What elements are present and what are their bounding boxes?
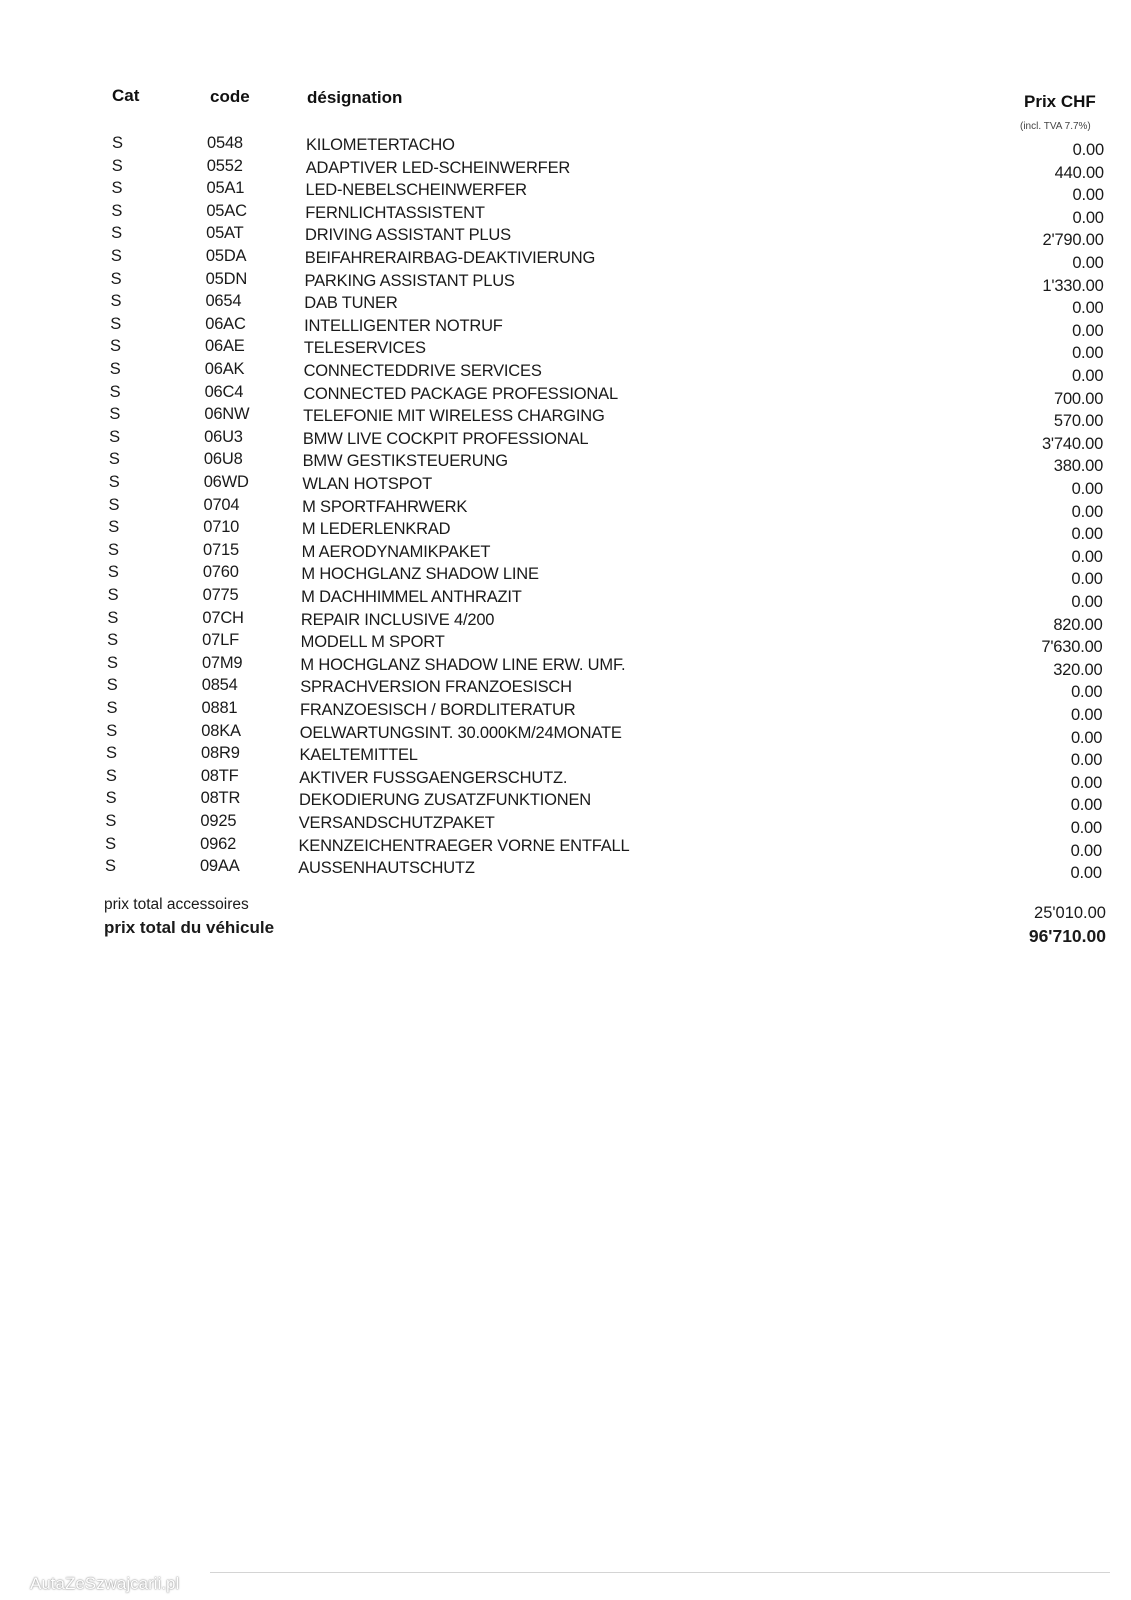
table-row	[0, 156, 1131, 182]
row-designation: MODELL M SPORT	[300, 633, 445, 652]
row-code: 08TR	[200, 789, 241, 808]
row-price: 0.00	[1071, 706, 1103, 724]
table-row	[0, 631, 1131, 657]
row-price: 440.00	[1054, 163, 1104, 182]
column-header-cat: Cat	[112, 86, 140, 105]
table-row	[0, 834, 1131, 860]
table-row	[0, 179, 1131, 205]
row-code: 06C4	[204, 382, 244, 401]
row-code: 09AA	[199, 857, 240, 876]
row-price: 0.00	[1072, 141, 1104, 159]
row-cat: S	[105, 766, 117, 785]
row-cat: S	[107, 586, 119, 604]
row-designation: OELWARTUNGSINT. 30.000KM/24MONATE	[299, 723, 622, 742]
row-designation: M SPORTFAHRWERK	[302, 497, 468, 516]
row-code: 0775	[202, 586, 239, 604]
row-cat: S	[105, 834, 116, 853]
table-row	[0, 563, 1131, 589]
table-row	[0, 337, 1131, 363]
table-row	[0, 789, 1131, 815]
row-cat: S	[106, 744, 117, 763]
row-designation: ADAPTIVER LED-SCHEINWERFER	[305, 158, 571, 177]
row-code: 06AE	[205, 337, 245, 356]
row-designation: REPAIR INCLUSIVE 4/200	[300, 610, 495, 629]
row-designation: BMW GESTIKSTEUERUNG	[302, 452, 508, 471]
row-price: 7'630.00	[1041, 638, 1103, 657]
table-row	[0, 314, 1131, 340]
row-price: 0.00	[1071, 547, 1103, 566]
row-price: 0.00	[1071, 502, 1103, 521]
row-code: 0881	[201, 699, 238, 717]
row-designation: DAB TUNER	[304, 294, 398, 313]
row-cat: S	[110, 269, 122, 288]
row-cat: S	[107, 563, 119, 582]
row-price: 0.00	[1072, 367, 1104, 385]
row-cat: S	[109, 360, 121, 378]
table-row	[0, 766, 1131, 792]
table-row	[0, 201, 1131, 227]
row-price: 0.00	[1072, 299, 1104, 318]
row-code: 06U3	[204, 427, 243, 446]
row-code: 07M9	[201, 653, 243, 672]
table-row	[0, 857, 1131, 883]
table-row	[0, 247, 1131, 272]
row-cat: S	[107, 608, 119, 627]
row-cat: S	[109, 427, 120, 446]
accessories-total-label: prix total accessoires	[104, 896, 249, 913]
row-price: 0.00	[1070, 841, 1102, 860]
row-designation: PARKING ASSISTANT PLUS	[304, 271, 515, 290]
row-cat: S	[108, 495, 120, 514]
table-row	[0, 676, 1131, 702]
row-code: 0548	[207, 134, 243, 152]
accessories-total-value: 25'010.00	[1034, 904, 1106, 922]
row-code: 08R9	[201, 744, 240, 763]
table-row	[0, 427, 1131, 453]
row-designation: VERSANDSCHUTZPAKET	[298, 814, 495, 832]
table-row	[0, 224, 1131, 250]
row-code: 06WD	[203, 473, 249, 491]
row-code: 0704	[203, 495, 240, 514]
row-cat: S	[111, 156, 123, 175]
row-designation: M HOCHGLANZ SHADOW LINE ERW. UMF.	[300, 655, 626, 674]
row-code: 08TF	[200, 766, 239, 785]
row-price: 0.00	[1071, 593, 1103, 611]
table-row	[0, 405, 1131, 431]
row-cat: S	[109, 382, 121, 401]
row-price: 0.00	[1071, 570, 1103, 589]
table-row	[0, 269, 1131, 295]
row-cat: S	[106, 721, 118, 740]
row-price: 2'790.00	[1042, 231, 1104, 250]
row-code: 0552	[206, 156, 243, 175]
row-cat: S	[106, 653, 118, 672]
row-designation: M DACHHIMMEL ANTHRAZIT	[301, 588, 522, 606]
row-cat: S	[110, 247, 122, 265]
row-code: 05DA	[205, 247, 247, 265]
row-price: 0.00	[1070, 864, 1102, 883]
row-cat: S	[106, 699, 118, 717]
row-price: 380.00	[1053, 457, 1104, 476]
row-code: 05DN	[205, 269, 248, 288]
row-price: 0.00	[1070, 751, 1103, 770]
table-row	[0, 450, 1131, 476]
table-row	[0, 292, 1131, 318]
row-designation: WLAN HOTSPOT	[302, 475, 432, 493]
row-cat: S	[108, 473, 120, 491]
table-row	[0, 382, 1131, 408]
row-price: 3'740.00	[1041, 434, 1104, 453]
row-designation: AUSSENHAUTSCHUTZ	[298, 859, 475, 878]
row-code: 0962	[200, 834, 237, 853]
row-code: 06AK	[204, 360, 245, 378]
row-designation: DRIVING ASSISTANT PLUS	[305, 226, 511, 245]
row-price: 570.00	[1053, 412, 1104, 431]
row-cat: S	[108, 518, 120, 537]
row-designation: M HOCHGLANZ SHADOW LINE	[301, 565, 539, 584]
row-cat: S	[106, 676, 118, 695]
row-price: 820.00	[1053, 615, 1103, 634]
row-cat: S	[110, 337, 121, 356]
row-designation: TELESERVICES	[303, 339, 426, 358]
row-price: 0.00	[1072, 208, 1104, 227]
row-designation: CONNECTED PACKAGE PROFESSIONAL	[303, 384, 618, 403]
row-price: 0.00	[1072, 321, 1104, 340]
row-designation: SPRACHVERSION FRANZOESISCH	[300, 678, 572, 697]
row-designation: BMW LIVE COCKPIT PROFESSIONAL	[302, 429, 589, 448]
row-designation: TELEFONIE MIT WIRELESS CHARGING	[303, 407, 605, 426]
row-cat: S	[105, 812, 117, 830]
row-designation: CONNECTEDDRIVE SERVICES	[303, 362, 542, 380]
row-code: 06U8	[203, 450, 243, 469]
vehicle-total-label: prix total du véhicule	[104, 918, 275, 937]
row-code: 0925	[200, 812, 237, 830]
row-price: 0.00	[1071, 480, 1103, 498]
watermark: AutaZeSzwajcarii.pl	[30, 1574, 180, 1593]
table-row	[0, 608, 1131, 634]
row-cat: S	[111, 224, 122, 243]
row-price: 0.00	[1072, 186, 1104, 205]
row-price: 0.00	[1070, 773, 1103, 792]
row-price: 0.00	[1071, 525, 1103, 544]
row-price: 0.00	[1072, 254, 1104, 272]
row-cat: S	[108, 540, 119, 559]
row-price: 320.00	[1053, 660, 1103, 679]
row-designation: KILOMETERTACHO	[306, 136, 455, 154]
row-designation: KAELTEMITTEL	[299, 746, 418, 765]
row-code: 07LF	[202, 631, 239, 650]
column-header-code: code	[210, 87, 250, 106]
row-code: 0760	[202, 563, 239, 582]
row-designation: M LEDERLENKRAD	[301, 520, 451, 539]
table-row	[0, 540, 1131, 566]
row-designation: M AERODYNAMIKPAKET	[301, 542, 491, 561]
row-price: 0.00	[1070, 796, 1103, 815]
vat-note: (incl. TVA 7.7%)	[1020, 121, 1091, 132]
table-row	[0, 699, 1131, 724]
row-code: 0854	[201, 676, 238, 695]
row-price: 0.00	[1070, 728, 1103, 747]
row-price: 0.00	[1071, 683, 1103, 702]
row-cat: S	[111, 201, 123, 220]
row-code: 05AT	[206, 224, 244, 243]
table-row	[0, 518, 1131, 544]
row-price: 1'330.00	[1042, 276, 1104, 295]
row-cat: S	[112, 134, 123, 152]
row-code: 06NW	[204, 405, 250, 424]
row-designation: BEIFAHRERAIRBAG-DEAKTIVIERUNG	[304, 249, 596, 267]
row-designation: AKTIVER FUSSGAENGERSCHUTZ.	[299, 768, 568, 787]
row-cat: S	[109, 405, 121, 424]
row-code: 0715	[203, 540, 239, 559]
table-row	[0, 721, 1131, 747]
row-code: 05A1	[206, 179, 245, 198]
table-row	[0, 744, 1131, 770]
row-code: 0710	[203, 518, 240, 537]
row-cat: S	[107, 631, 118, 650]
row-price: 0.00	[1072, 344, 1104, 363]
row-designation: KENNZEICHENTRAEGER VORNE ENTFALL	[298, 836, 630, 855]
row-cat: S	[110, 292, 122, 311]
row-code: 05AC	[206, 201, 247, 220]
row-code: 08KA	[201, 721, 241, 740]
vehicle-total-value: 96'710.00	[1028, 926, 1106, 946]
row-designation: LED-NEBELSCHEINWERFER	[305, 181, 527, 200]
footer-divider	[210, 1572, 1110, 1573]
row-designation: FRANZOESISCH / BORDLITERATUR	[299, 701, 576, 719]
column-header-designation: désignation	[307, 88, 403, 107]
table-row	[0, 473, 1131, 498]
row-code: 07CH	[202, 608, 244, 627]
row-cat: S	[111, 179, 123, 198]
row-price: 0.00	[1070, 819, 1103, 837]
row-designation: FERNLICHTASSISTENT	[305, 203, 485, 222]
row-code: 0654	[205, 292, 242, 311]
table-row	[0, 812, 1131, 837]
row-cat: S	[108, 450, 120, 469]
row-designation: DEKODIERUNG ZUSATZFUNKTIONEN	[298, 791, 591, 810]
row-designation: INTELLIGENTER NOTRUF	[304, 316, 503, 335]
row-cat: S	[104, 857, 116, 876]
row-cat: S	[105, 789, 117, 808]
column-header-price: Prix CHF	[1024, 92, 1096, 111]
table-row	[0, 586, 1131, 611]
table-row	[0, 134, 1131, 159]
row-price: 700.00	[1053, 389, 1104, 408]
table-row	[0, 653, 1131, 679]
row-code: 06AC	[205, 314, 246, 333]
row-cat: S	[110, 314, 122, 333]
table-row	[0, 360, 1131, 385]
table-row	[0, 495, 1131, 521]
